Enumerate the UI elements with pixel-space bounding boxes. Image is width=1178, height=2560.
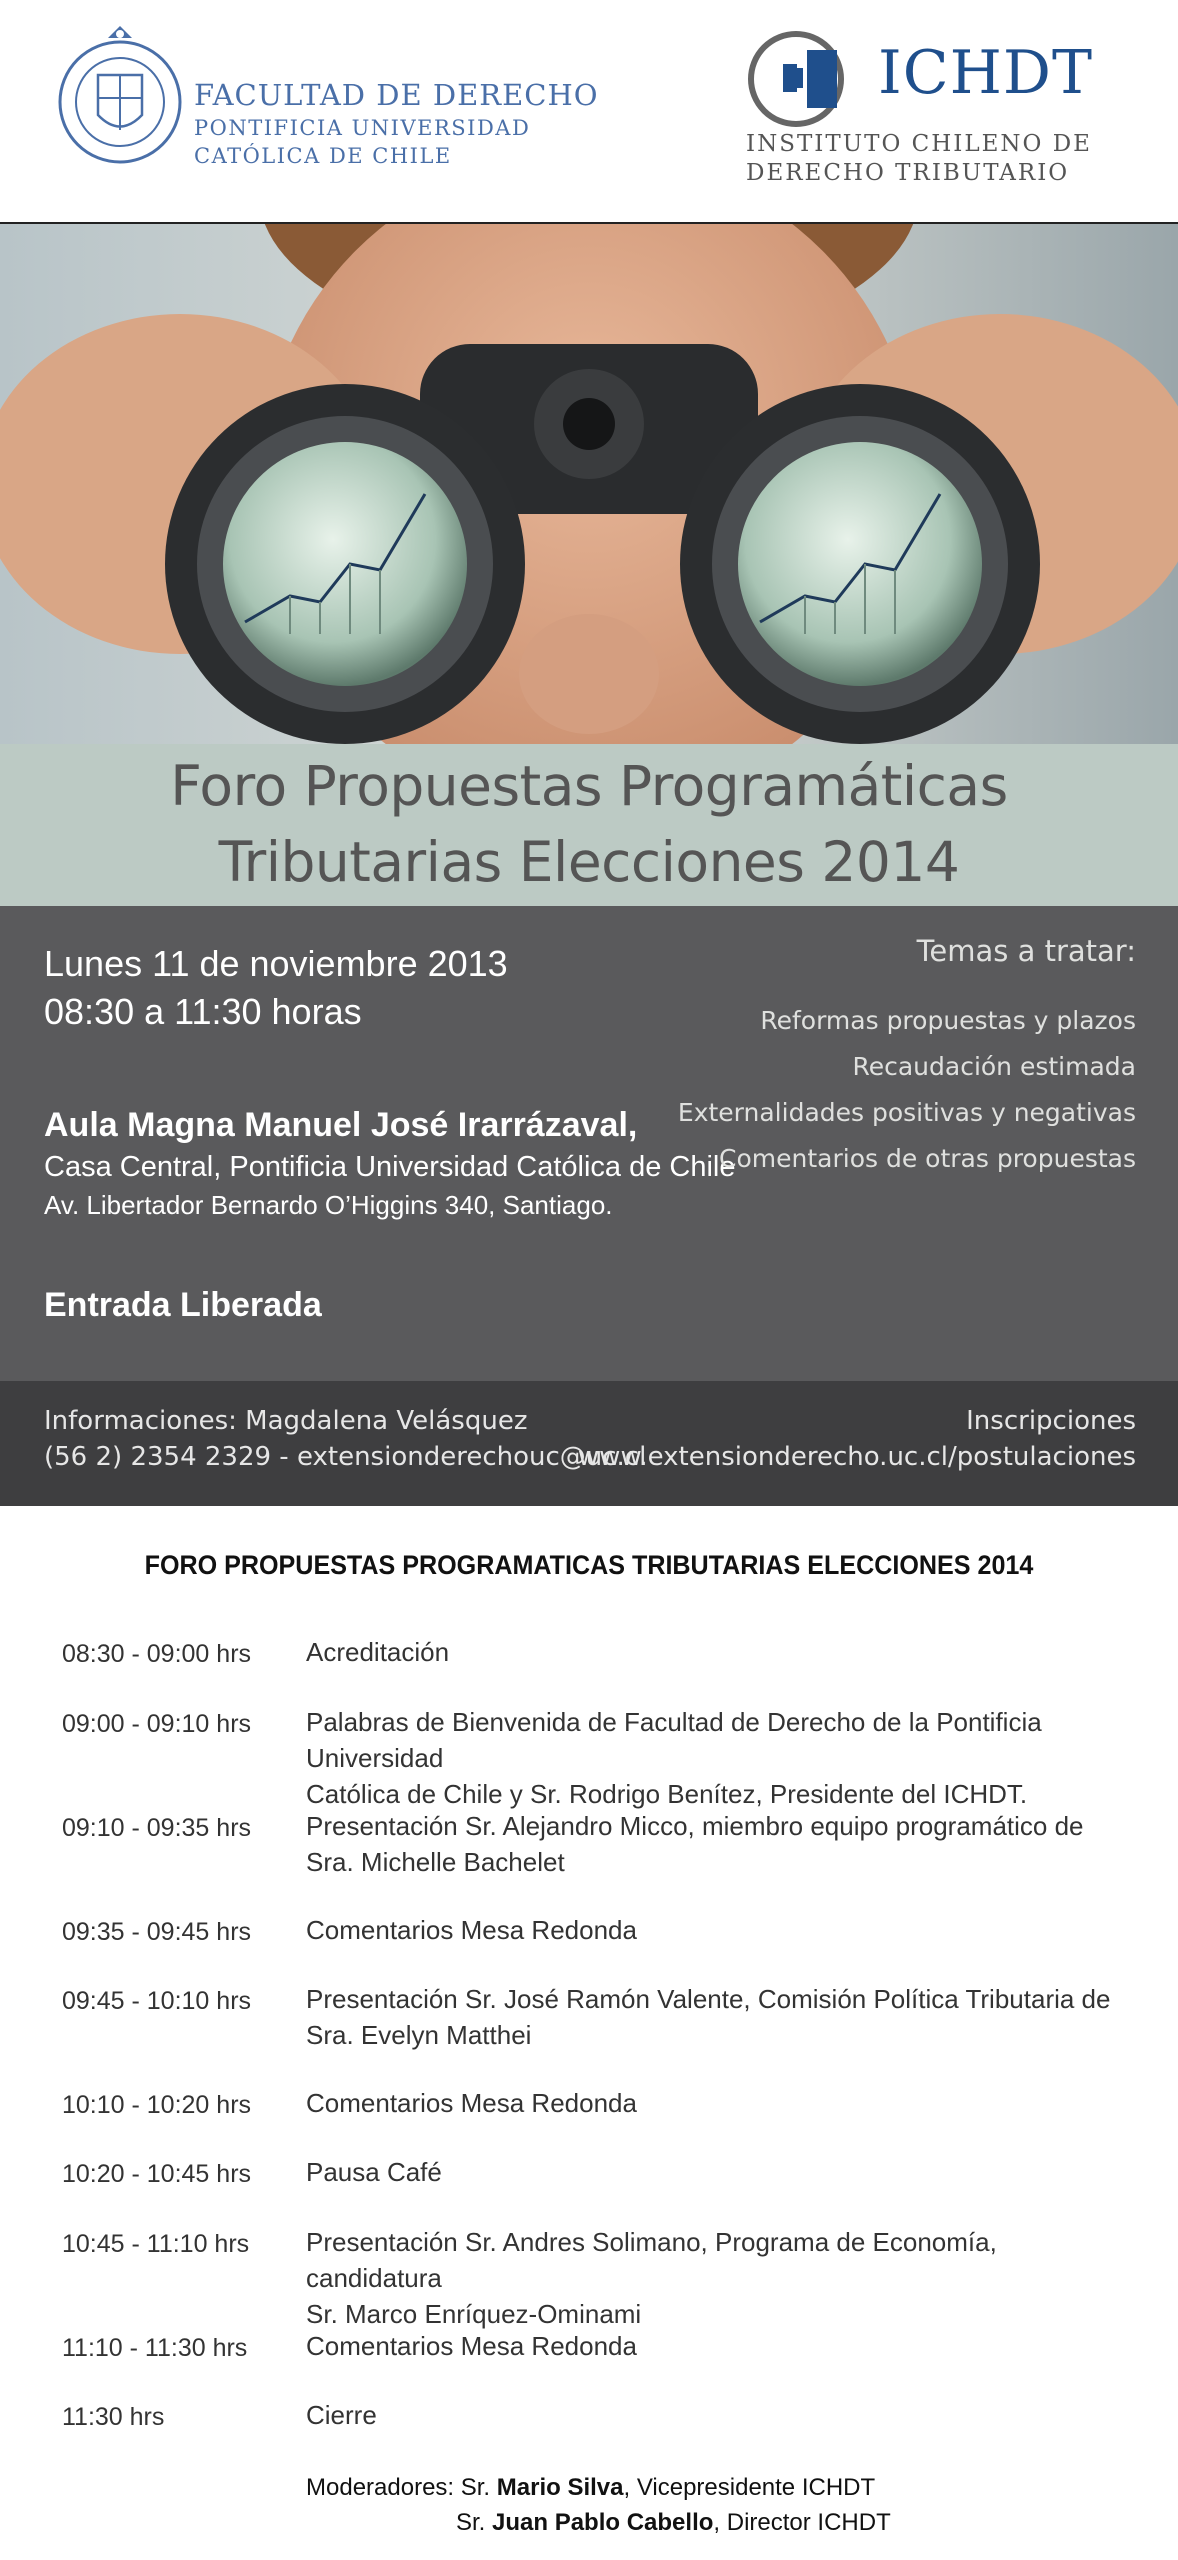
faculty-subtitle-2: CATÓLICA DE CHILE — [194, 144, 452, 168]
schedule-desc-line: Presentación Sr. Alejandro Micco, miembro equipo programático de — [306, 1811, 1084, 1841]
schedule-desc-line: Sra. Michelle Bachelet — [306, 1847, 565, 1877]
entry-note: Entrada Liberada — [44, 1286, 322, 1324]
event-datetime — [44, 940, 508, 1036]
schedule-desc-line: Católica de Chile y Sr. Rodrigo Benítez, Presidente del ICHDT. — [306, 1779, 1028, 1809]
moderators — [306, 2470, 891, 2540]
event-title-line-1: Foro Propuestas Programáticas — [170, 754, 1008, 818]
schedule-time: 11:10 - 11:30 hrs — [62, 2334, 248, 2362]
schedule-description — [306, 1808, 1126, 1880]
schedule-desc-line: Comentarios Mesa Redonda — [306, 2331, 637, 2361]
registration-info — [578, 1403, 1136, 1475]
topic-item: Recaudación estimada — [852, 1052, 1136, 1081]
contact-bar — [0, 1381, 1178, 1506]
contact-name: Informaciones: Magdalena Velásquez — [44, 1406, 528, 1436]
schedule-desc-line: Sra. Evelyn Matthei — [306, 2020, 532, 2050]
schedule-time: 09:10 - 09:35 hrs — [62, 1814, 252, 1842]
schedule-desc-line: Acreditación — [306, 1637, 450, 1667]
schedule-description — [306, 2154, 1126, 2190]
schedule-time: 11:30 hrs — [62, 2403, 165, 2431]
ichdt-logo-icon — [745, 28, 847, 130]
binoculars-illustration — [0, 224, 1178, 744]
binoculars-photo — [0, 224, 1178, 744]
schedule-time: 09:00 - 09:10 hrs — [62, 1710, 252, 1738]
schedule-desc-line: Sr. Marco Enríquez-Ominami — [306, 2299, 642, 2329]
schedule-desc-line: Cierre — [306, 2400, 377, 2430]
topic-item: Externalidades positivas y negativas — [677, 1098, 1136, 1127]
faculty-text — [194, 78, 599, 168]
venue-campus: Casa Central, Pontificia Universidad Católica de Chile — [44, 1151, 736, 1183]
schedule-time: 10:10 - 10:20 hrs — [62, 2091, 252, 2119]
schedule-description — [306, 2224, 1126, 2332]
contact-phone-email[interactable]: (56 2) 2354 2329 - extensionderechouc@uc.cl — [44, 1442, 647, 1472]
moderator-2-prefix: Sr. — [456, 2509, 493, 2536]
program-schedule — [0, 1506, 1178, 2560]
schedule-desc-line: Presentación Sr. José Ramón Valente, Comisión Política Tributaria de — [306, 1984, 1111, 2014]
header-logos — [0, 0, 1178, 224]
schedule-desc-line: Palabras de Bienvenida de Facultad de Derecho de la Pontificia Universidad — [306, 1707, 1042, 1773]
moderator-line-2 — [306, 2505, 891, 2540]
schedule-description — [306, 1634, 1126, 1670]
topics-list — [678, 934, 1136, 1182]
university-seal-icon — [58, 20, 182, 185]
ichdt-name: ICHDT — [878, 38, 1094, 108]
schedule-desc-line: Comentarios Mesa Redonda — [306, 2088, 637, 2118]
registration-label: Inscripciones — [966, 1406, 1136, 1436]
event-title-band — [0, 744, 1178, 906]
moderator-1-name: Mario Silva — [496, 2474, 624, 2501]
schedule-time: 10:20 - 10:45 hrs — [62, 2160, 252, 2188]
moderator-2-role: , Director ICHDT — [713, 2509, 891, 2536]
venue-address: Av. Libertador Bernardo O’Higgins 340, Santiago. — [44, 1190, 613, 1220]
event-title-line-2: Tributarias Elecciones 2014 — [218, 830, 960, 894]
topics-title: Temas a tratar: — [916, 934, 1136, 968]
moderators-label: Moderadores: Sr. — [306, 2474, 497, 2501]
faculty-subtitle-1: PONTIFICIA UNIVERSIDAD — [194, 116, 531, 140]
schedule-time: 08:30 - 09:00 hrs — [62, 1640, 252, 1668]
moderator-2-name: Juan Pablo Cabello — [492, 2509, 714, 2536]
schedule-time: 09:45 - 10:10 hrs — [62, 1987, 252, 2015]
ichdt-full-line-2: DERECHO TRIBUTARIO — [746, 160, 1070, 186]
ichdt-full-name — [746, 130, 1092, 188]
moderator-1-role: , Vicepresidente ICHDT — [623, 2474, 876, 2501]
schedule-desc-line: Comentarios Mesa Redonda — [306, 1915, 637, 1945]
schedule-description — [306, 2397, 1126, 2433]
event-info-panel — [0, 906, 1178, 1381]
schedule-description — [306, 1912, 1126, 1948]
topic-item: Reformas propuestas y plazos — [760, 1006, 1136, 1035]
schedule-description — [306, 1981, 1126, 2053]
faculty-title: FACULTAD DE DERECHO — [194, 78, 599, 112]
event-hours: 08:30 a 11:30 horas — [44, 991, 362, 1032]
schedule-description — [306, 2328, 1126, 2364]
venue-name: Aula Magna Manuel José Irarrázaval, — [44, 1106, 638, 1144]
topic-item: Comentarios de otras propuestas — [719, 1144, 1136, 1173]
moderator-line-1 — [306, 2470, 891, 2505]
event-date: Lunes 11 de noviembre 2013 — [44, 943, 508, 984]
schedule-desc-line: Pausa Café — [306, 2157, 442, 2187]
registration-url[interactable]: www.extensionderecho.uc.cl/postulaciones — [577, 1442, 1136, 1472]
schedule-description — [306, 1704, 1126, 1812]
event-venue — [44, 1106, 736, 1221]
program-title: FORO PROPUESTAS PROGRAMATICAS TRIBUTARIAS ELECCIONES 2014 — [144, 1550, 1034, 1580]
schedule-desc-line: Presentación Sr. Andres Solimano, Programa de Economía, candidatura — [306, 2227, 997, 2293]
schedule-time: 09:35 - 09:45 hrs — [62, 1918, 252, 1946]
ichdt-full-line-1: INSTITUTO CHILENO DE — [746, 131, 1092, 157]
schedule-description — [306, 2085, 1126, 2121]
schedule-time: 10:45 - 11:10 hrs — [62, 2230, 250, 2258]
contact-info — [44, 1403, 646, 1475]
